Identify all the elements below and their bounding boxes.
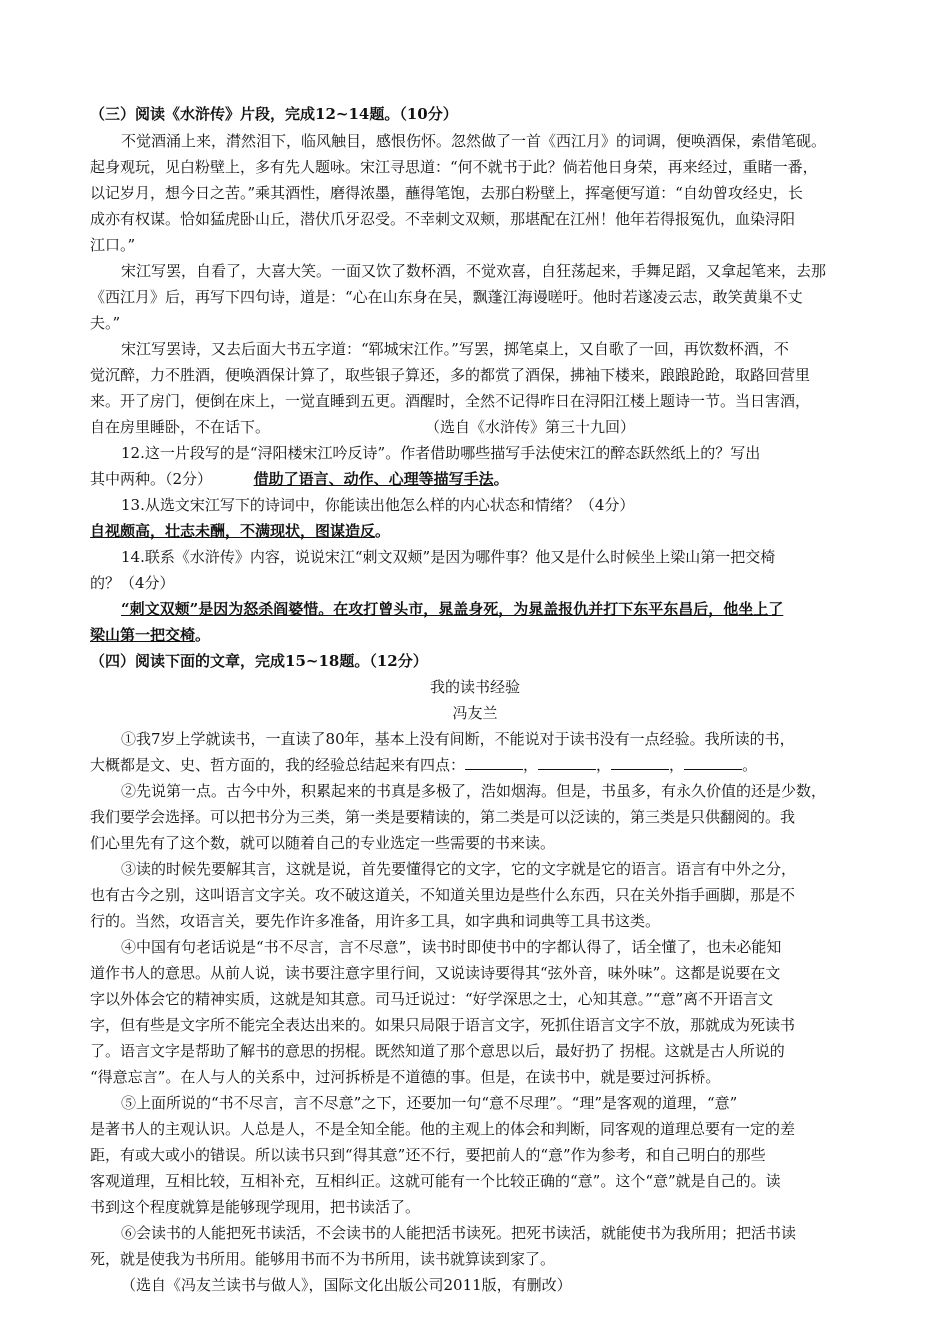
question-12-line1: 12.这一片段写的是“浔阳楼宋江吟反诗”。作者借助哪些描写手法使宋江的醉态跃然纸上的？写出 [121,444,761,462]
section3-paragraph3-line2: 觉沉醉，力不胜酒，便唤酒保计算了，取些银子算还，多的都赏了酒保，拂袖下楼来，踉踉跄跄，取路回营里 [90,366,811,384]
section3-paragraph3-line1: 宋江写罢诗，又去后面大书五字道：“郓城宋江作。”写罢，掷笔桌上，又自歌了一回，再饮数杯酒，不 [121,340,789,358]
section3-paragraph1-line5: 江口。” [90,236,136,254]
article-paragraph5-line5: 书到这个程度就算是能够现学现用，把书读活了。 [90,1198,421,1216]
question-13-answer-end: 。 [375,522,391,540]
article-paragraph3-line3: 行的。当然，攻语言关，要先作许多准备，用许多工具，如字典和词典等工具书这类。 [90,912,661,930]
section3-paragraph1-line1: 不觉酒涌上来，潸然泪下，临风触目，感恨伤怀。忽然做了一首《西江月》的词调，便唤酒保，索借笔砚。 [121,132,827,150]
article-title: 我的读书经验 [429,678,520,696]
answer-blank-4 [684,755,742,770]
answer-blank-1 [465,755,523,770]
article-paragraph4-line2: 道作书人的意思。从前人说，读书要注意字里行间，又说读诗要得其“弦外音，味外味”。这都是说要在文 [90,964,781,982]
question-14-answer-line2 [90,625,210,645]
article-paragraph3-line1: ③读的时候先要解其言，这就是说，首先要懂得它的文字，它的文字就是它的语言。语言有中外之分， [121,860,797,878]
section3-paragraph1-line2: 起身观玩，见白粉壁上，多有先人题咏。宋江寻思道：“何不就书于此？倘若他日身荣，再来经过，重睹一番， [90,158,818,176]
question-14-line1: 14.联系《水浒传》内容，说说宋江“刺文双颊”是因为哪件事？他又是什么时候坐上梁山第一把交椅 [121,548,776,566]
article-paragraph2-line2: 我们要学会选择。可以把书分为三类，第一类是要精读的，第二类是可以泛读的，第三类是只供翻阅的。我 [90,808,796,826]
article-paragraph1-line2: 大概都是文、史、哲方面的，我的经验总结起来有四点： ， ， ， 。 [90,756,758,774]
question-14-answer-line1: “刺文双颊”是因为怒杀阎婆惜。在攻打曾头市，晁盖身死，为晁盖报仇并打下东平东昌后，他坐上了 [121,600,784,618]
article-paragraph1-line1: ①我7岁上学就读书，一直读了80年，基本上没有间断，不能说对于读书没有一点经验。我所读的书， [121,730,795,748]
answer-blank-2 [538,755,596,770]
question-14-line2: 的？（4分） [90,574,175,592]
section3-paragraph1-line3: 以记岁月，想今日之苦。”乘其酒性，磨得浓墨，蘸得笔饱，去那白粉壁上，挥毫便写道：“自幼曾攻经史，长 [90,184,803,202]
question-12-answer: 借助了语言、动作、心理等描写手法 [253,470,494,488]
article-paragraph6-line2: 死，就是使我为书所用。能够用书而不为书所用，读书就算读到家了。 [90,1250,556,1268]
article-paragraph2-line1: ②先说第一点。古今中外，积累起来的书真是多极了，浩如烟海。但是，书虽多，有永久价值的还是少数， [121,782,827,800]
section3-paragraph1-line4: 成亦有权谋。恰如猛虎卧山丘，潜伏爪牙忍受。不幸刺文双颊，那堪配在江州！他年若得报冤仇，血染浔阳 [90,210,796,228]
section3-source: （选自《水浒传》第三十九回） [425,418,636,436]
article-paragraph1-text: 大概都是文、史、哲方面的，我的经验总结起来有四点： [90,756,466,774]
section3-paragraph3-line4: 自在房里睡卧，不在话下。 [90,418,271,436]
article-paragraph4-line6: “得意忘言”。在人与人的关系中，过河拆桥是不道德的事。但是，在读书中，就是要过河拆桥。 [90,1068,721,1086]
article-source: （选自《冯友兰读书与做人》，国际文化出版公司2011版，有删改） [121,1276,572,1294]
question-13-answer-line [90,521,390,541]
question-13: 13.从选文宋江写下的诗词中，你能读出他怎么样的内心状态和情绪？（4分） [121,496,635,514]
section3-paragraph2-line2: 《西江月》后，再写下四句诗，道是：“心在山东身在吴，飘蓬江海谩嗟吁。他时若遂凌云志，敢笑黄巢不丈 [90,288,803,306]
question-14-answer-end: 。 [195,626,211,644]
article-paragraph4-line5: 了。语言文字是帮助了解书的意思的拐棍。既然知道了那个意思以后，最好扔了 拐棍。这就是古人所说的 [90,1042,785,1060]
article-paragraph2-line3: 们心里先有了这个数，就可以随着自己的专业选定一些需要的书来读。 [90,834,556,852]
section3-paragraph2-line1: 宋江写罢，自看了，大喜大笑。一面又饮了数杯酒，不觉欢喜，自狂荡起来，手舞足蹈，又拿起笔来，去那 [121,262,827,280]
article-paragraph5-line4: 客观道理，互相比较，互相补充，互相纠正。这就可能有一个比较正确的“意”。这个“意”就是自己的。读 [90,1172,781,1190]
question-12-answer-end: 。 [493,470,509,488]
section3-paragraph3-line3: 来。开了房门，便倒在床上，一觉直睡到五更。酒醒时，全然不记得昨日在浔阳江楼上题诗一节。当日害酒， [90,392,811,410]
section3-heading: （三）阅读《水浒传》片段，完成12~14题。（10分） [90,105,458,123]
article-paragraph5-line2: 是著书人的主观认识。人总是人，不是全知全能。他的主观上的体会和判断，同客观的道理总要有一定的差 [90,1120,796,1138]
section4-heading: （四）阅读下面的文章，完成15~18题。（12分） [90,652,428,670]
article-paragraph6-line1: ⑥会读书的人能把死书读活，不会读书的人能把活书读死。把死书读活，就能使书为我所用；把活书读 [121,1224,797,1242]
article-paragraph4-line3: 字以外体会它的精神实质，这就是知其意。司马迁说过：“好学深思之士，心知其意。”“意”离不开语言文 [90,990,774,1008]
section3-paragraph2-line3: 夫。” [90,314,121,332]
article-paragraph5-line1: ⑤上面所说的“书不尽言，言不尽意”之下，还要加一句“意不尽理”。“理”是客观的道理，“意” [121,1094,738,1112]
article-author: 冯友兰 [452,704,498,722]
article-paragraph4-line4: 字，但有些是文字所不能完全表达出来的。如果只局限于语言文字，死抓住语言文字不放，那就成为死读书 [90,1016,796,1034]
question-12-prompt: 其中两种。（2分） [90,470,213,488]
article-paragraph5-line3: 距，有或大或小的错误。所以读书只到“得其意”还不行，要把前人的“意”作为参考，和自己明白的那些 [90,1146,766,1164]
question-13-answer: 自视颇高，壮志未酬，不满现状，图谋造反 [90,522,376,540]
question-12-line2 [90,469,509,489]
article-paragraph4-line1: ④中国有句老话说是“书不尽言，言不尽意”，读书时即使书中的字都认得了，话全懂了，也未必能知 [121,938,782,956]
question-14-answer-2: 梁山第一把交椅 [90,626,196,644]
article-paragraph3-line2: 也有古今之别，这叫语言文字关。攻不破这道关，不知道关里边是些什么东西，只在关外指手画脚，那是不 [90,886,796,904]
answer-blank-3 [611,755,669,770]
